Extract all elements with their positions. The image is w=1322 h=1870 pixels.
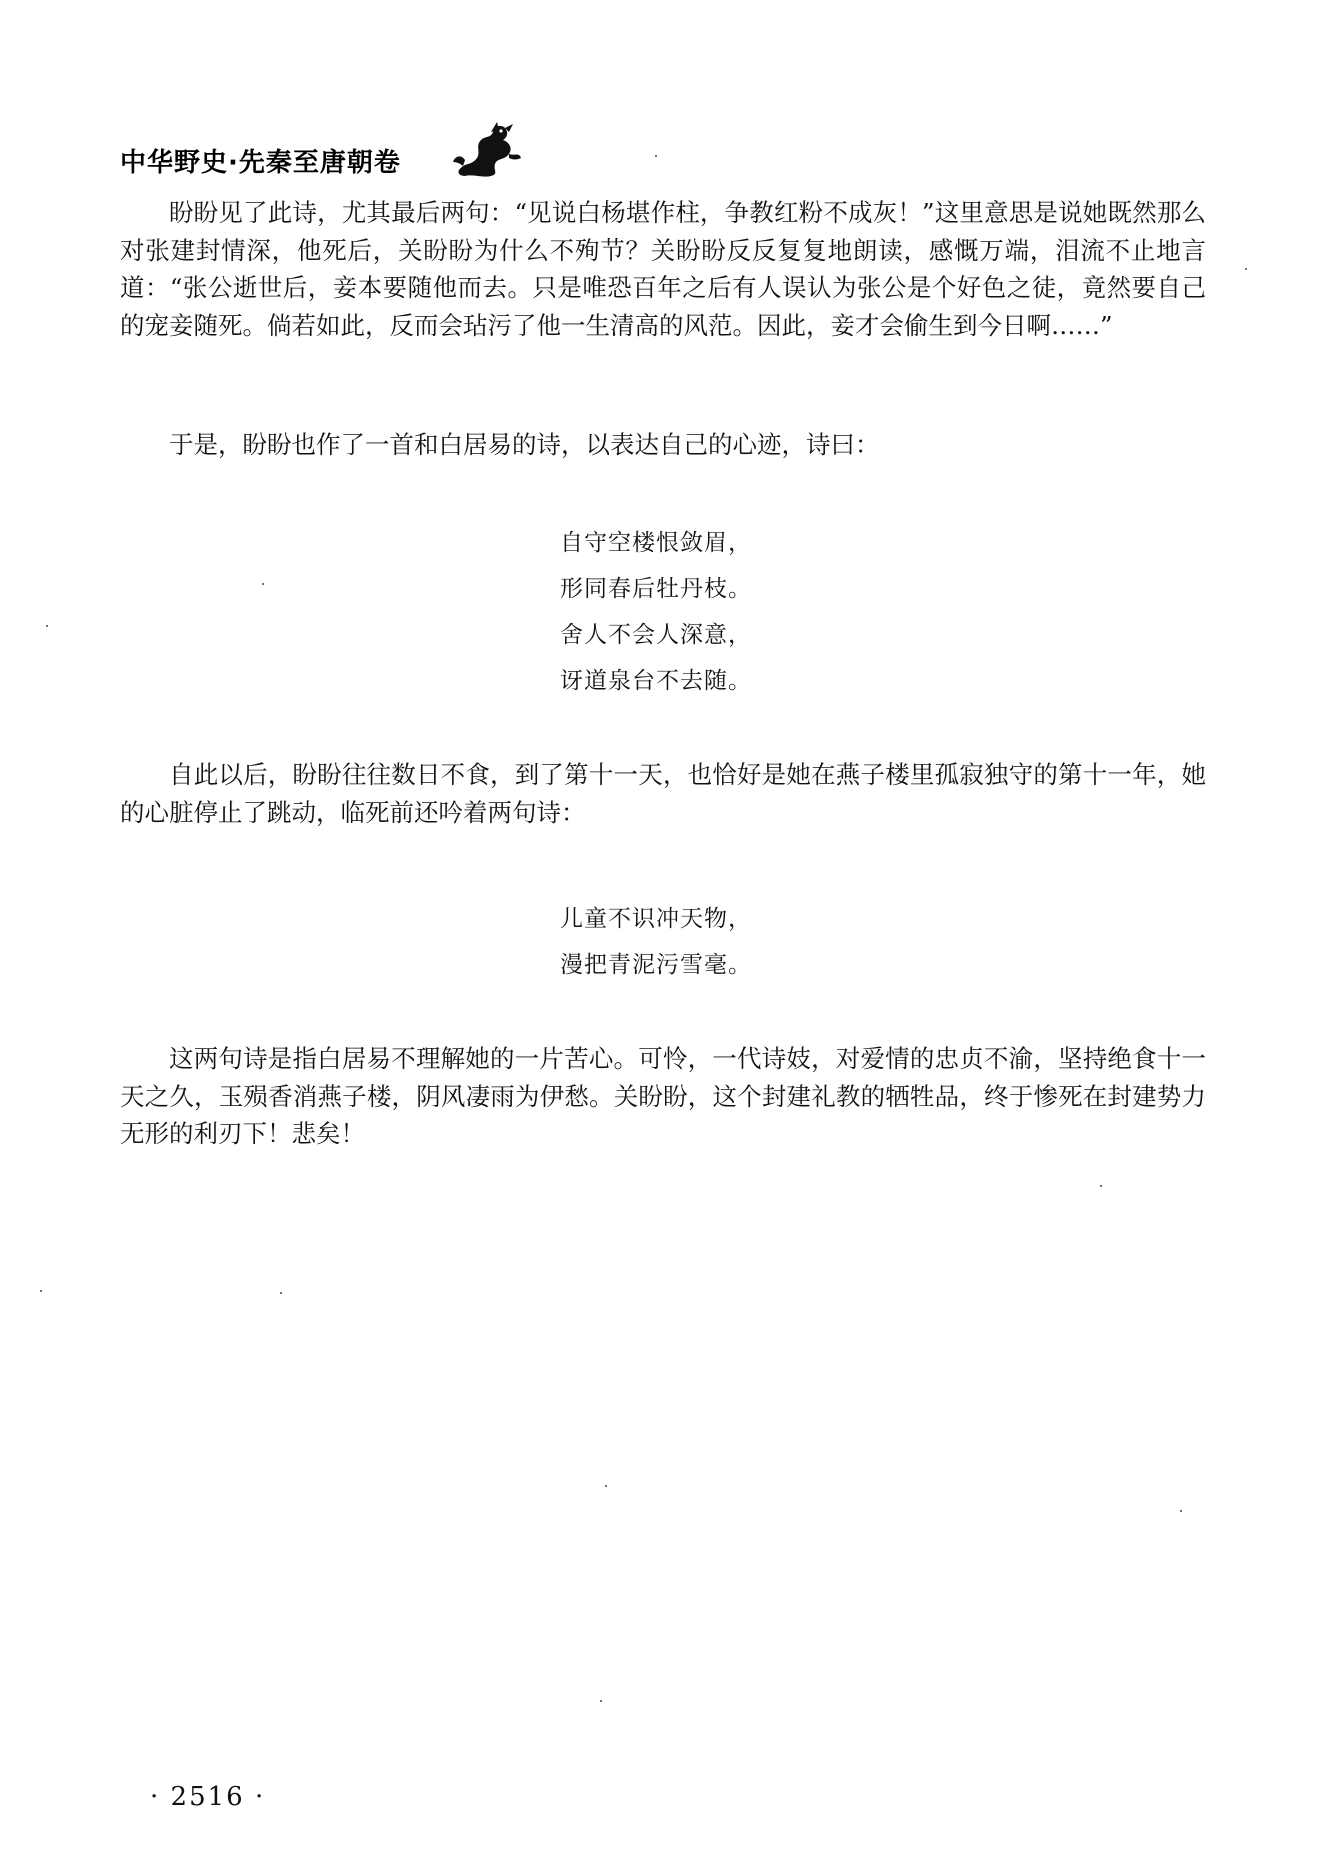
scan-speck <box>40 1290 42 1292</box>
paragraph-3 <box>120 756 1206 831</box>
poem-line: 漫把青泥污雪毫。 <box>560 952 752 978</box>
poem-2 <box>560 896 752 988</box>
poem-line: 形同春后牡丹枝。 <box>560 576 752 602</box>
scan-speck <box>1100 1185 1102 1187</box>
scan-speck <box>262 583 264 585</box>
dragon-icon <box>451 118 523 178</box>
poem-line: 自守空楼恨敛眉， <box>560 530 752 556</box>
poem-line: 儿童不识冲天物， <box>560 906 752 932</box>
paragraph-2 <box>120 426 1206 464</box>
poem-line: 讶道泉台不去随。 <box>560 668 752 694</box>
paragraph-text: 于是，盼盼也作了一首和白居易的诗，以表达自己的心迹，诗曰： <box>169 430 880 459</box>
page-number: · 2516 · <box>150 1782 266 1812</box>
scan-speck <box>1245 268 1247 270</box>
scan-speck <box>280 1292 282 1294</box>
poem-1 <box>560 520 752 704</box>
scan-speck <box>605 1485 607 1487</box>
paragraph-text: 自此以后，盼盼往往数日不食，到了第十一天，也恰好是她在燕子楼里孤寂独守的第十一年，她的心脏停止了跳动，临死前还吟着两句诗： <box>120 760 1206 827</box>
paragraph-4 <box>120 1040 1206 1153</box>
paragraph-1 <box>120 194 1206 344</box>
scan-speck <box>1180 1510 1182 1512</box>
scan-speck <box>655 155 657 157</box>
scan-speck <box>600 1700 602 1702</box>
book-title: 中华野史·先秦至唐朝卷 <box>120 148 401 178</box>
paragraph-text: 这两句诗是指白居易不理解她的一片苦心。可怜，一代诗妓，对爱情的忠贞不渝，坚持绝食十一天之久，玉殒香消燕子楼，阴风凄雨为伊愁。关盼盼，这个封建礼教的牺牲品，终于惨死在封建势力无形的利刃下！悲矣！ <box>120 1044 1206 1149</box>
poem-line: 舍人不会人深意， <box>560 622 752 648</box>
paragraph-text: 盼盼见了此诗，尤其最后两句：“见说白杨堪作柱，争教红粉不成灰！”这里意思是说她既然那么对张建封情深，他死后，关盼盼为什么不殉节？关盼盼反反复复地朗读，感慨万端，泪流不止地言道：“张公逝世后，妾本要随他而去。只是唯恐百年之后有人误认为张公是个好色之徒，竟然要自己的宠妾随死。倘若如此，反而会玷污了他一生清高的风范。因此，妾才会偷生到今日啊……” <box>120 198 1206 340</box>
page-header <box>120 118 523 178</box>
scan-speck <box>46 625 48 627</box>
